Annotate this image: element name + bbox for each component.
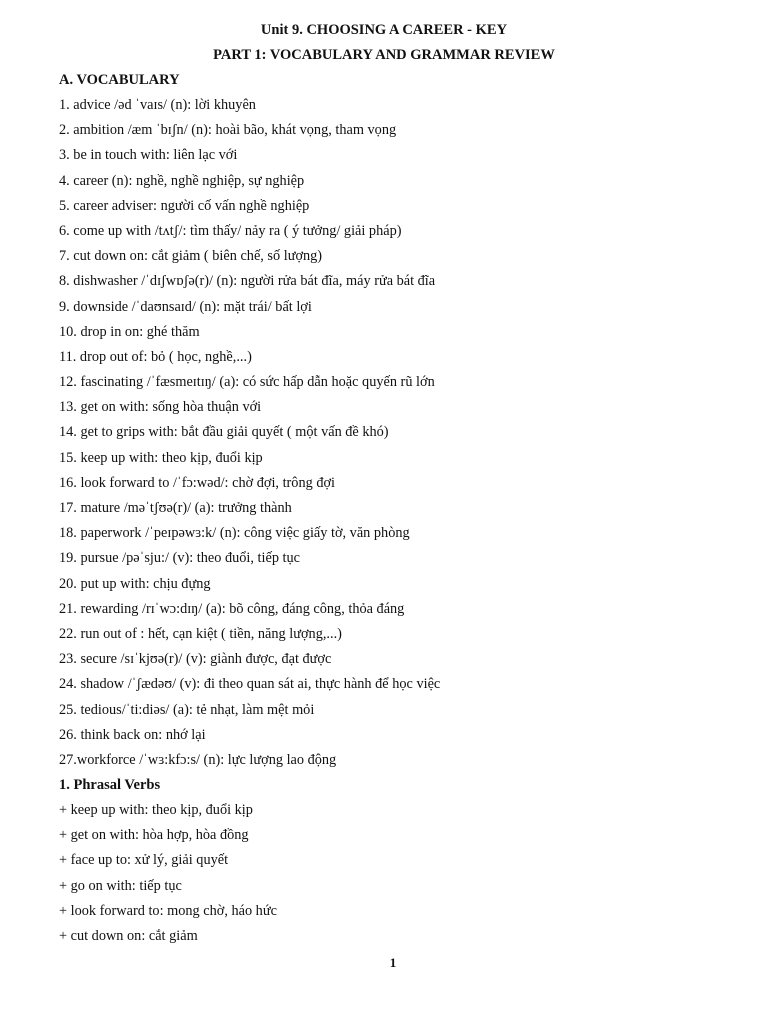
vocab-item: 3. be in touch with: liên lạc với xyxy=(59,147,238,164)
phrasal-verb-item: + go on with: tiếp tục xyxy=(59,877,182,894)
page-number: 1 xyxy=(389,955,397,970)
vocab-item: 2. ambition /æm ˈbɪʃn/ (n): hoài bão, khát vọng, tham vọng xyxy=(59,122,397,139)
document-subtitle: PART 1: VOCABULARY AND GRAMMAR REVIEW xyxy=(213,47,555,63)
phrasal-verb-item: + cut down on: cắt giảm xyxy=(59,927,198,944)
vocab-item: 11. drop out of: bỏ ( học, nghề,...) xyxy=(59,348,252,365)
phrasal-verb-item: + get on with: hòa hợp, hòa đồng xyxy=(59,827,249,844)
vocabulary-list xyxy=(59,96,440,776)
vocab-item: 6. come up with /tʌtʃ/: tìm thấy/ nảy ra ( ý tưởng/ giải pháp) xyxy=(59,222,402,239)
vocab-item: 5. career adviser: người cố vấn nghề nghiệp xyxy=(59,197,310,214)
vocab-item: 13. get on with: sống hòa thuận với xyxy=(59,399,262,416)
vocab-item: 16. look forward to /ˈfɔ:wəd/: chờ đợi, trông đợi xyxy=(59,474,335,491)
vocab-item: 26. think back on: nhớ lại xyxy=(59,726,206,743)
vocab-item: 23. secure /sɪˈkjʊə(r)/ (v): giành được, đạt được xyxy=(59,651,332,668)
phrasal-verb-item: + look forward to: mong chờ, háo hức xyxy=(59,902,277,919)
vocab-item: 27.workforce /ˈwɜ:kfɔ:s/ (n): lực lượng lao động xyxy=(59,751,337,768)
vocab-item: 24. shadow /ˈʃædəʊ/ (v): đi theo quan sát ai, thực hành để học việc xyxy=(59,676,441,693)
phrasal-verb-item: + face up to: xử lý, giải quyết xyxy=(59,852,229,869)
vocab-item: 17. mature /məˈtʃʊə(r)/ (a): trưởng thành xyxy=(59,500,292,516)
phrasal-verbs-heading: 1. Phrasal Verbs xyxy=(59,777,161,793)
phrasal-verb-item: + keep up with: theo kịp, đuổi kịp xyxy=(59,802,253,818)
vocab-item: 10. drop in on: ghé thăm xyxy=(59,323,200,340)
vocab-item: 8. dishwasher /ˈdɪʃwɒʃə(r)/ (n): người rửa bát đĩa, máy rửa bát đĩa xyxy=(59,273,436,290)
vocab-item: 12. fascinating /ˈfæsmeɪtɪŋ/ (a): có sức hấp dẫn hoặc quyến rũ lớn xyxy=(59,374,435,391)
vocab-item: 18. paperwork /ˈpeɪpəwɜ:k/ (n): công việc giấy tờ, văn phòng xyxy=(59,525,410,542)
vocab-item: 19. pursue /pəˈsju:/ (v): theo đuổi, tiếp tục xyxy=(59,550,301,567)
vocab-item: 14. get to grips with: bắt đầu giải quyết ( một vấn đề khó) xyxy=(59,424,389,441)
phrasal-verbs-list xyxy=(59,801,277,952)
vocab-item: 15. keep up with: theo kịp, đuổi kịp xyxy=(59,449,263,466)
vocab-item: 21. rewarding /rɪˈwɔ:dɪŋ/ (a): bõ công, đáng công, thỏa đáng xyxy=(59,600,405,617)
vocab-item: 9. downside /ˈdaʊnsaɪd/ (n): mặt trái/ bất lợi xyxy=(59,298,312,315)
vocab-item: 7. cut down on: cắt giảm ( biên chế, số lượng) xyxy=(59,248,323,265)
document-title: Unit 9. CHOOSING A CAREER - KEY xyxy=(260,22,508,38)
vocab-item: 22. run out of : hết, cạn kiệt ( tiền, năng lượng,...) xyxy=(59,625,342,642)
vocab-item: 1. advice /əd ˈvaɪs/ (n): lời khuyên xyxy=(59,97,256,113)
vocabulary-heading: A. VOCABULARY xyxy=(59,72,180,88)
vocab-item: 25. tedious/ˈti:diəs/ (a): tẻ nhạt, làm mệt mỏi xyxy=(59,701,315,718)
vocab-item: 4. career (n): nghề, nghề nghiệp, sự nghiệp xyxy=(59,172,305,189)
vocab-item: 20. put up with: chịu đựng xyxy=(59,575,211,592)
